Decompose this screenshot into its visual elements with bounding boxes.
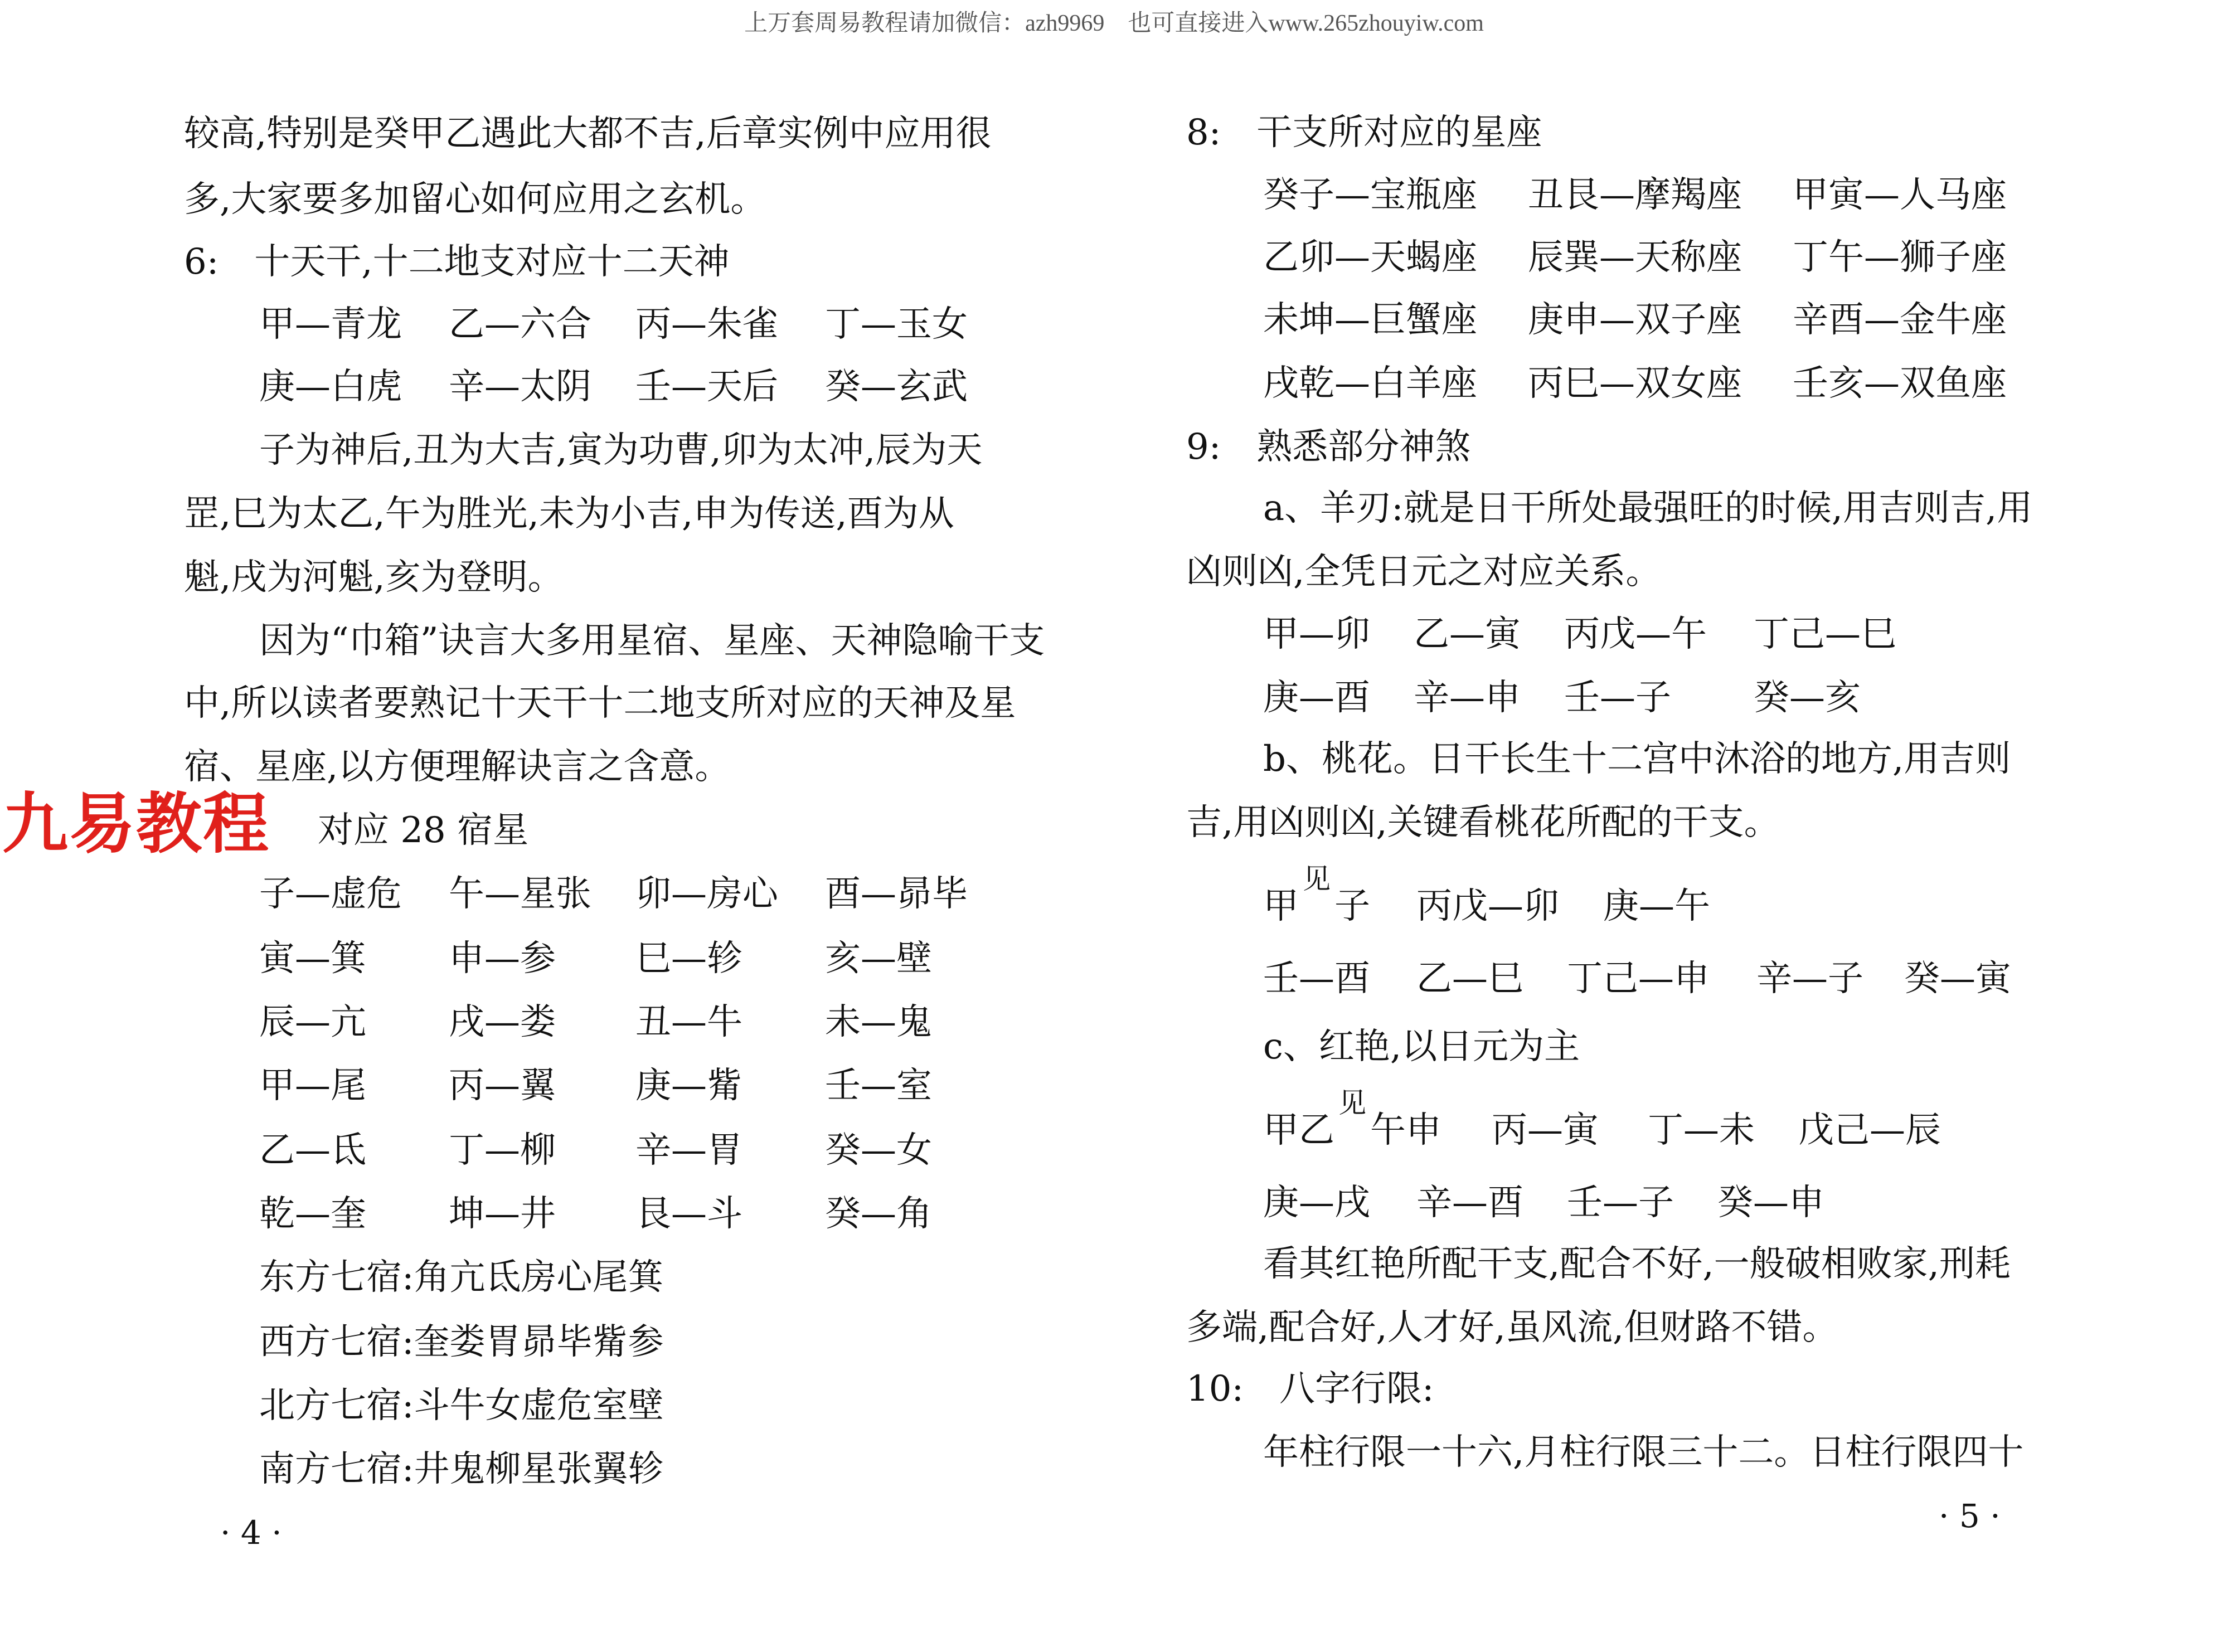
mansion-item: 午—星张 <box>449 873 591 915</box>
yangren-item: 丁己—巳 <box>1754 614 1896 655</box>
god-item: 丙—朱雀 <box>635 304 778 345</box>
taohua-item: 丙戊—卯 <box>1416 886 1559 927</box>
hongyan-item: 辛—酉 <box>1416 1182 1523 1223</box>
body-line: 子为神后,丑为大吉,寅为功曹,卯为太冲,辰为天 <box>259 430 983 471</box>
mansion-item: 巳—轸 <box>635 938 742 979</box>
mansion-item: 未—鬼 <box>825 1002 932 1043</box>
mansion-item: 戌—娄 <box>449 1002 556 1043</box>
god-item: 乙—六合 <box>449 304 591 345</box>
yangren-item: 甲—卯 <box>1263 614 1370 655</box>
body-line: 吉,用凶则凶,关键看桃花所配的干支。 <box>1186 802 1780 843</box>
mansion-item: 申—参 <box>449 938 556 979</box>
taohua-item: 丁己—申 <box>1567 958 1710 999</box>
mansion-item: 辰—亢 <box>259 1002 366 1043</box>
body-line: 多,大家要多加留心如何应用之玄机。 <box>184 179 766 220</box>
taohua-item: 癸—寅 <box>1904 958 2011 999</box>
mansion-item: 辛—胃 <box>635 1130 742 1171</box>
mansion-item: 艮—斗 <box>635 1193 742 1235</box>
page-number: · 5 · <box>1939 1497 2001 1535</box>
zodiac-item: 辛酉—金牛座 <box>1793 299 2007 341</box>
zodiac-item: 壬亥—双鱼座 <box>1793 363 2007 404</box>
body-line: 中,所以读者要熟记十天干十二地支所对应的天神及星 <box>184 683 1016 724</box>
yangren-item: 丙戊—午 <box>1564 614 1707 655</box>
quarter-line: 西方七宿:奎娄胃昴毕觜参 <box>259 1321 664 1363</box>
body-line: 年柱行限一十六,月柱行限三十二。日柱行限四十 <box>1263 1432 2024 1473</box>
mansion-item: 癸—角 <box>825 1193 932 1235</box>
mansion-item: 乙—氐 <box>259 1130 366 1171</box>
mansion-item: 庚—觜 <box>635 1065 742 1106</box>
mansion-item: 亥—壁 <box>825 938 932 979</box>
hongyan-item: 丁—未 <box>1648 1110 1755 1151</box>
body-line: 魁,戌为河魁,亥为登明。 <box>184 557 564 598</box>
mansion-item: 坤—井 <box>449 1193 556 1235</box>
zodiac-item: 丑艮—摩羯座 <box>1528 174 1742 216</box>
mansion-item: 甲—尾 <box>259 1065 366 1106</box>
section-heading-7-partial: 对应 28 宿星 <box>318 810 529 851</box>
watermark-logo: 九易教程 <box>2 790 273 857</box>
god-item: 丁—玉女 <box>825 304 968 345</box>
mansion-item: 丁—柳 <box>449 1130 556 1171</box>
header-banner: 上万套周易教程请加微信：azh9969 也可直接进入www.265zhouyiw.com <box>744 11 1484 36</box>
section-heading-8: 8: 干支所对应的星座 <box>1186 112 1542 153</box>
body-line: 宿、星座,以方便理解诀言之含意。 <box>184 746 731 788</box>
yangren-item: 乙—寅 <box>1414 614 1521 655</box>
section-heading-9: 9: 熟悉部分神煞 <box>1186 426 1471 468</box>
god-item: 庚—白虎 <box>259 366 402 407</box>
zodiac-item: 未坤—巨蟹座 <box>1263 299 1477 341</box>
mansion-item: 乾—奎 <box>259 1193 366 1235</box>
mansion-item: 酉—昴毕 <box>825 873 968 915</box>
quarter-line: 东方七宿:角亢氐房心尾箕 <box>259 1257 664 1298</box>
body-line: 凶则凶,全凭日元之对应关系。 <box>1186 551 1662 592</box>
page-number: · 4 · <box>220 1514 282 1552</box>
zodiac-item: 丁午—狮子座 <box>1793 237 2007 278</box>
mansion-item: 壬—室 <box>825 1065 932 1106</box>
body-line: 较高,特别是癸甲乙遇此大都不吉,后章实例中应用很 <box>184 113 992 154</box>
mansion-item: 丙—翼 <box>449 1065 556 1106</box>
zodiac-item: 乙卯—天蝎座 <box>1263 237 1477 278</box>
taohua-item: 乙—巳 <box>1416 958 1523 999</box>
zodiac-item: 戌乾—白羊座 <box>1263 363 1477 404</box>
mansion-item: 寅—箕 <box>259 938 366 979</box>
yangren-item: 庚—酉 <box>1263 677 1370 718</box>
body-line: 看其红艳所配干支,配合不好,一般破相败家,刑耗 <box>1263 1243 2011 1285</box>
jian-mark: 见 <box>1303 863 1331 895</box>
god-item: 壬—天后 <box>635 366 778 407</box>
mansion-item: 丑—牛 <box>635 1002 742 1043</box>
section-heading-6: 6: 十天干,十二地支对应十二天神 <box>184 241 730 283</box>
hongyan-item: 戊己—辰 <box>1798 1110 1941 1151</box>
taohua-item: 壬—酉 <box>1263 958 1370 999</box>
god-item: 癸—玄武 <box>825 366 968 407</box>
hongyan-item: 壬—子 <box>1567 1182 1674 1223</box>
body-line: 多端,配合好,人才好,虽风流,但财路不错。 <box>1186 1307 1838 1348</box>
hongyan-item: 甲乙 见 午申 <box>1263 1087 1441 1151</box>
zodiac-item: 庚申—双子座 <box>1528 299 1742 341</box>
hongyan-title: c、红艳,以日元为主 <box>1263 1026 1580 1067</box>
mansion-item: 癸—女 <box>825 1130 932 1171</box>
hongyan-item: 癸—申 <box>1717 1182 1824 1223</box>
body-line: 罡,巳为太乙,午为胜光,未为小吉,申为传送,酉为从 <box>184 493 954 535</box>
body-line: b、桃花。日干长生十二宫中沐浴的地方,用吉则 <box>1263 738 2011 780</box>
mansion-item: 子—虚危 <box>259 873 402 915</box>
taohua-item: 甲 见 子 <box>1263 863 1370 927</box>
zodiac-item: 辰巽—天称座 <box>1528 237 1742 278</box>
quarter-line: 北方七宿:斗牛女虚危室壁 <box>259 1385 664 1426</box>
yangren-item: 壬—子 <box>1564 677 1671 718</box>
yangren-item: 辛—申 <box>1414 677 1521 718</box>
quarter-line: 南方七宿:井鬼柳星张翼轸 <box>259 1449 664 1490</box>
body-line: 因为“巾箱”诀言大多用星宿、星座、天神隐喻干支 <box>259 620 1045 662</box>
section-heading-10: 10: 八字行限: <box>1186 1368 1434 1410</box>
zodiac-item: 丙巳—双女座 <box>1528 363 1742 404</box>
yangren-item: 癸—亥 <box>1754 677 1861 718</box>
taohua-item: 庚—午 <box>1603 886 1710 927</box>
taohua-item: 辛—子 <box>1756 958 1863 999</box>
hongyan-item: 丙—寅 <box>1492 1110 1599 1151</box>
god-item: 甲—青龙 <box>259 304 402 345</box>
body-line: a、羊刃:就是日干所处最强旺的时候,用吉则吉,用 <box>1263 488 2033 529</box>
hongyan-item: 庚—戌 <box>1263 1182 1370 1223</box>
zodiac-item: 甲寅—人马座 <box>1793 174 2007 216</box>
mansion-item: 卯—房心 <box>635 873 778 915</box>
god-item: 辛—太阴 <box>449 366 591 407</box>
zodiac-item: 癸子—宝瓶座 <box>1263 174 1477 216</box>
jian-mark: 见 <box>1338 1087 1366 1119</box>
